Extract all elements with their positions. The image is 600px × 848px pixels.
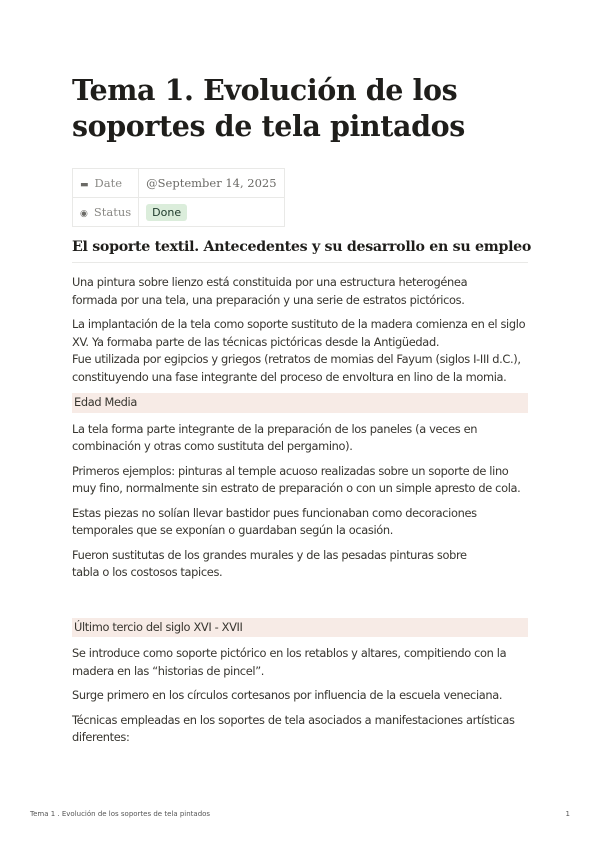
text-line: temporales que se exponían o guardaban según la ocasión. [72,523,394,537]
paragraph [72,421,542,456]
property-value: @September 14, 2025 [139,169,284,198]
text-line: Se introduce como soporte pictórico en los retablos y altares, compitiendo con la [72,646,507,660]
property-key [73,169,139,198]
text-line: muy fino, normalmente sin estrato de preparación o con un simple apresto de cola. [72,481,521,495]
paragraph [72,687,542,705]
text-line: diferentes: [72,730,130,744]
text-line: formada por una tela, una preparación y una serie de estratos pictóricos. [72,292,465,307]
text-line: Fue utilizada por egipcios y griegos (retratos de momias del Fayum (siglos I-III d.C.), [72,352,521,366]
text-line: madera en las “historias de pincel”. [72,663,265,678]
highlight-heading [72,393,528,413]
property-row-status [73,198,285,227]
footer-title: Tema 1 . Evolución de los soportes de tela pintados [30,810,211,818]
paragraph [72,274,542,309]
status-icon: ◉ [80,209,88,219]
property-row-date [73,169,285,198]
text-line: combinación y otras como sustituta del pergamino). [72,439,353,453]
paragraph [72,463,542,498]
paragraph [72,645,542,680]
paragraph [72,712,542,747]
calendar-icon: ▬ [80,180,89,190]
text-line: Una pintura sobre lienzo está constituida por una estructura heterogénea [72,275,468,289]
text-line: constituyendo una fase integrante del proceso de envoltura en lino de la momia. [72,369,507,384]
paragraph [72,316,542,386]
text-line: La tela forma parte integrante de la preparación de los paneles (a veces en [72,421,478,436]
property-label: Date [94,176,123,190]
text-line: Técnicas empleadas en los soportes de tela asociados a manifestaciones artísticas [72,712,515,727]
document-body [72,274,542,754]
text-line: Fueron sustitutas de los grandes murales y de las pesadas pinturas sobre [72,547,467,562]
property-value [139,198,284,227]
text-line: tabla o los costosos tapices. [72,565,223,579]
properties-table [72,168,285,227]
text-line: La implantación de la tela como soporte sustituto de la madera comienza en el siglo [72,317,526,331]
text-line: Último tercio del siglo XVI - XVII [74,619,243,634]
page-title: Tema 1. Evolución de los soportes de tela pintados [72,73,465,143]
text-line: Estas piezas no solían llevar bastidor pues funcionaban como decoraciones [72,505,477,520]
property-label: Status [93,205,132,219]
text-line: XV. Ya formaba parte de las técnicas pictóricas desde la Antigüedad. [72,334,440,349]
property-key [73,198,139,227]
text-line: Edad Media [74,395,137,409]
text-line: Surge primero en los círculos cortesanos por influencia de la escuela veneciana. [72,688,503,702]
text-line: Primeros ejemplos: pinturas al temple acuoso realizadas sobre un soporte de lino [72,463,509,478]
page-number: 1 [565,810,570,818]
spacer [72,589,542,615]
status-badge: Done [146,204,187,221]
section-heading: El soporte textil. Antecedentes y su desarrollo en su empleo [72,239,528,263]
paragraph [72,547,542,582]
highlight-heading [72,618,528,638]
paragraph [72,505,542,540]
